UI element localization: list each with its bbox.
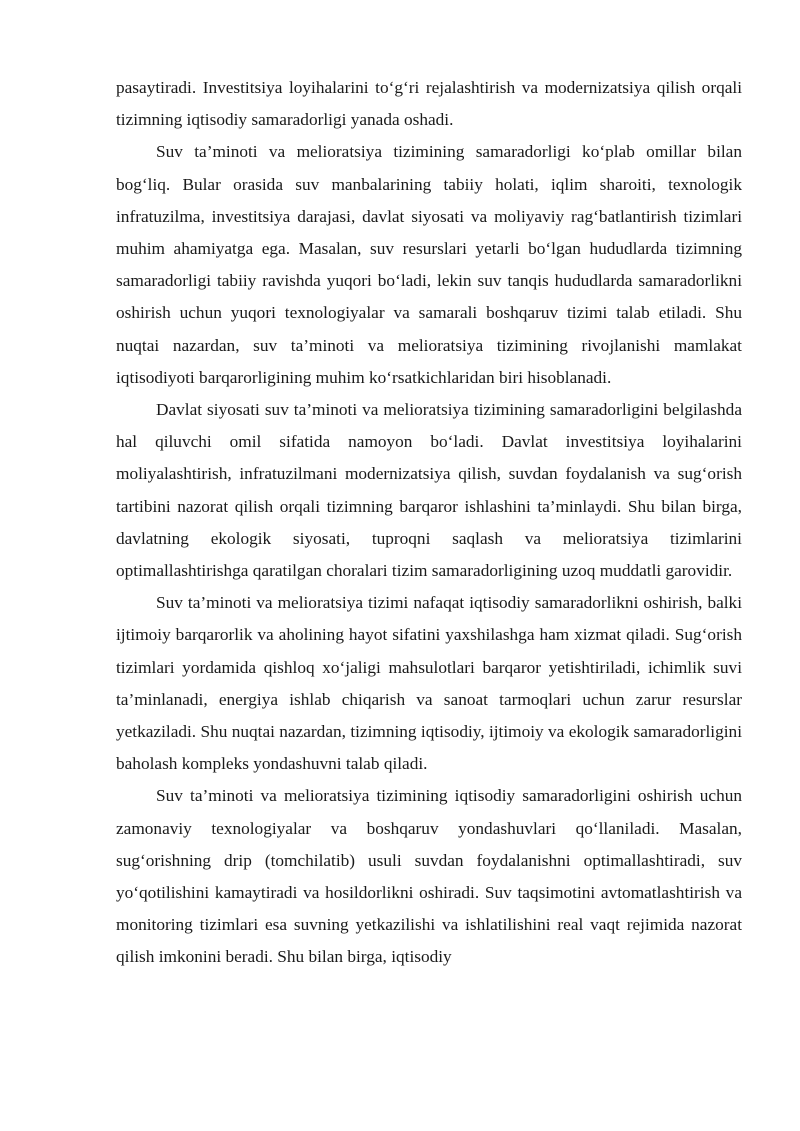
paragraph-modern-technologies: Suv ta’minoti va melioratsiya tizimining iqtisodiy samaradorligini oshirish uchun zamonaviy texnologiyalar va boshqaruv yondashuvlari qo‘llaniladi. Masalan, sug‘orishning drip (tomchilatib) usuli suvdan foydalanishni optimallashtiradi, suv yo‘qotilishini kamaytiradi va hosildorlikni oshiradi. Suv taqsimotini avtomatlashtirish va monitoring tizimlari esa suvning yetkazilishi va ishlatilishini real vaqt rejimida nazorat qilish imkonini beradi. Shu bilan birga, iqtisodiy: [116, 786, 742, 967]
document-page: [116, 72, 742, 974]
paragraph-continuation: pasaytiradi. Investitsiya loyihalarini to‘g‘ri rejalashtirish va modernizatsiya qilish orqali tizimning iqtisodiy samaradorligi yanada oshadi.: [116, 78, 742, 130]
paragraph-state-policy: Davlat siyosati suv ta’minoti va melioratsiya tizimining samaradorligini belgilashda hal qiluvchi omil sifatida namoyon bo‘ladi. Davlat investitsiya loyihalarini moliyalashtirish, infratuzilmani modernizatsiya qilish, suvdan foydalanish va sug‘orish tartibini nazorat qilish orqali tizimning barqaror ishlashini ta’minlaydi. Shu bilan birga, davlatning ekologik siyosati, tuproqni saqlash va melioratsiya tizimlarini optimallashtirishga qaratilgan choralari tizim samaradorligining uzoq muddatli garovidir.: [116, 400, 742, 581]
paragraph-efficiency-factors: Suv ta’minoti va melioratsiya tizimining samaradorligi ko‘plab omillar bilan bog‘liq. Bular orasida suv manbalarining tabiiy holati, iqlim sharoiti, texnologik infratuzilma, investitsiya darajasi, davlat siyosati va moliyaviy rag‘batlantirish tizimlari muhim ahamiyatga ega. Masalan, suv resurslari yetarli bo‘lgan hududlarda tizimning samaradorligi tabiiy ravishda yuqori bo‘ladi, lekin suv tanqis hududlarda samaradorlikni oshirish uchun yuqori texnologiyalar va samarali boshqaruv tizimi talab etiladi. Shu nuqtai nazardan, suv ta’minoti va melioratsiya tizimining rivojlanishi mamlakat iqtisodiyoti barqarorligining muhim ko‘rsatkichlaridan biri hisoblanadi.: [116, 142, 742, 387]
paragraph-social-stability: Suv ta’minoti va melioratsiya tizimi nafaqat iqtisodiy samaradorlikni oshirish, balki ijtimoiy barqarorlik va aholining hayot sifatini yaxshilashga ham xizmat qiladi. Sug‘orish tizimlari yordamida qishloq xo‘jaligi mahsulotlari barqaror yetishtiriladi, ichimlik suvi ta’minlanadi, energiya ishlab chiqarish va sanoat tarmoqlari uchun zarur resurslar yetkaziladi. Shu nuqtai nazardan, tizimning iqtisodiy, ijtimoiy va ekologik samaradorligini baholash kompleks yondashuvni talab qiladi.: [116, 593, 742, 774]
